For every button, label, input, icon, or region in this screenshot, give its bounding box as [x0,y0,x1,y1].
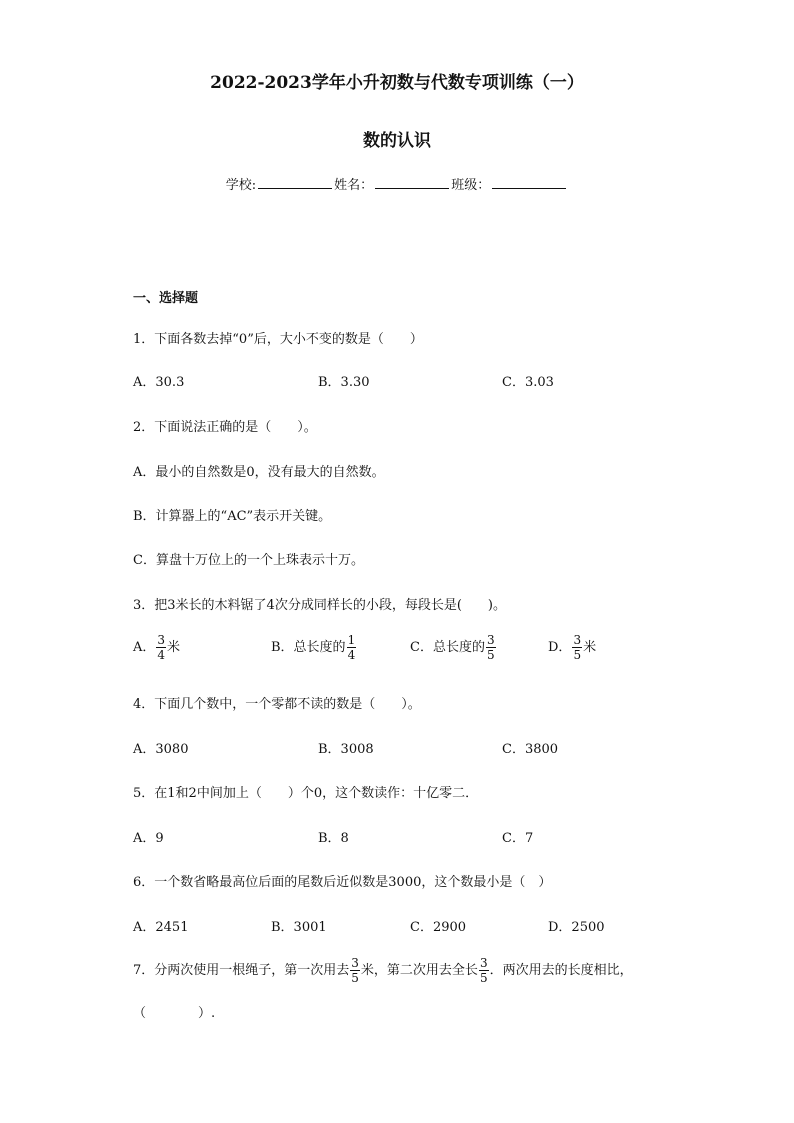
fraction-numerator: 3 [573,633,582,647]
q4-option-c: C．3800 [502,742,559,757]
q6-option-c: C．2900 [410,920,467,935]
q3-option-b [271,634,357,661]
q6-option-b: B．3001 [271,920,327,935]
fraction-numerator: 3 [157,633,166,647]
question-4: 4．下面几个数中，一个零都不读的数是（ ）。 [133,697,421,712]
name-label: 姓名： [334,178,374,193]
fraction-denominator: 5 [479,971,488,985]
q1-option-b: B．3.30 [318,375,370,390]
school-label: 学校: [225,178,257,193]
q3-option-d-fraction [572,634,582,661]
q3-option-a [133,634,180,661]
q2-option-b: B．计算器上的“AC”表示开关键。 [133,509,332,524]
fraction-denominator: 4 [157,648,166,662]
class-blank [492,176,566,189]
q3-option-c [410,634,497,661]
question-1: 1．下面各数去掉“0”后，大小不变的数是（ ） [133,332,423,347]
q3-option-c-prefix: C．总长度的 [410,640,485,655]
student-info-line [0,174,794,193]
question-6: 6．一个数省略最高位后面的尾数后近似数是3000，这个数最小是（ ） [133,875,552,890]
q5-option-c: C．7 [502,831,534,846]
question-3: 3．把3米长的木料锯了4次分成同样长的小段，每段长是( )。 [133,598,506,613]
fraction-denominator: 4 [347,648,356,662]
question-7-line-2: （ ）. [133,1006,216,1021]
fraction-numerator: 3 [486,633,495,647]
q3-option-d-prefix: D． [548,640,572,655]
fraction-denominator: 5 [573,648,582,662]
q4-option-a: A．3080 [133,742,189,757]
name-blank [375,176,449,189]
q3-option-d-suffix: 米 [583,640,597,655]
q3-option-c-fraction [486,634,496,661]
q3-option-d [548,634,596,661]
q6-option-a: A．2451 [133,920,189,935]
q7-text-a: 7．分两次使用一根绳子，第一次用去 [133,963,350,978]
q1-option-c: C．3.03 [502,375,554,390]
q3-option-b-fraction [347,634,357,661]
q7-fraction-2 [479,957,489,984]
question-5: 5．在1和2中间加上（ ）个0，这个数读作：十亿零二． [133,786,479,801]
fraction-numerator: 3 [479,956,488,970]
class-label: 班级： [451,178,491,193]
school-blank [258,176,332,189]
q5-option-b: B．8 [318,831,349,846]
question-7 [133,957,633,984]
q2-option-a: A．最小的自然数是0，没有最大的自然数。 [133,465,385,480]
q5-option-a: A．9 [133,831,164,846]
section-title: 一、选择题 [133,291,199,306]
q7-fraction-1 [350,957,360,984]
fraction-denominator: 5 [351,971,359,985]
fraction-denominator: 5 [486,648,495,662]
fraction-numerator: 1 [347,633,356,647]
q3-option-a-suffix: 米 [167,640,181,655]
q3-option-a-prefix: A． [133,640,156,655]
q2-option-c: C．算盘十万位上的一个上珠表示十万。 [133,553,364,568]
q3-option-b-prefix: B．总长度的 [271,640,346,655]
q7-text-b: 米，第二次用去全长 [360,963,478,978]
question-2: 2．下面说法正确的是（ ）。 [133,420,317,435]
fraction-numerator: 3 [351,956,359,970]
q7-text-c: ．两次用去的长度相比， [489,963,633,978]
page-title: 2022-2023学年小升初数与代数专项训练（一） [210,73,584,93]
page-subtitle: 数的认识 [363,131,431,151]
q1-option-a: A．30.3 [133,375,185,390]
q4-option-b: B．3008 [318,742,374,757]
q3-option-a-fraction [156,634,166,661]
q6-option-d: D．2500 [548,920,605,935]
